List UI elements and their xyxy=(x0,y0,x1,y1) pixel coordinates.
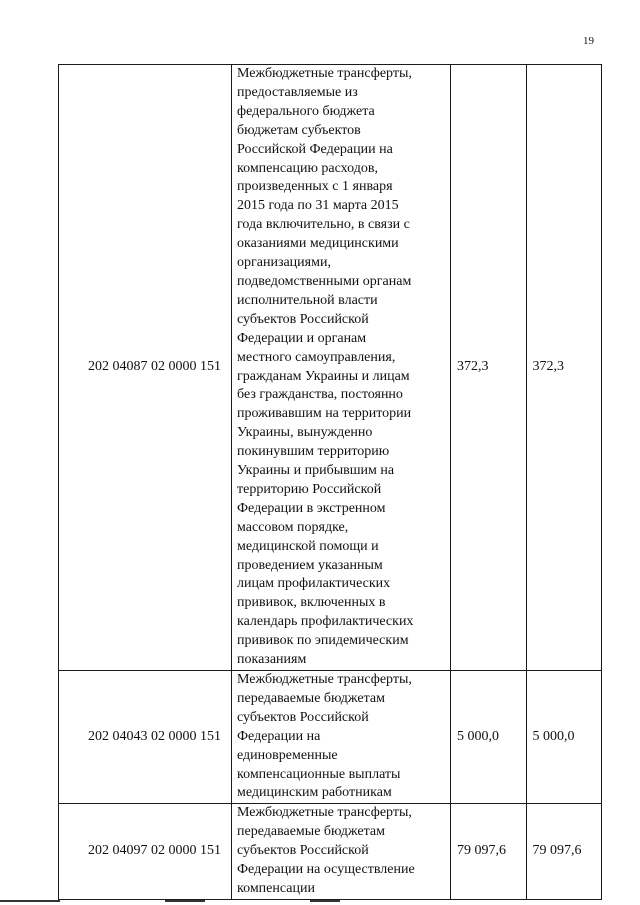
description-line: лицам профилактических xyxy=(237,576,391,592)
description-line: Украины и прибывшим на xyxy=(237,463,395,479)
description-line: показаниям xyxy=(237,652,307,668)
amount-cell-2: 5 000,0 xyxy=(526,671,602,804)
description-line: субъектов Российской xyxy=(237,311,369,327)
description-cell xyxy=(232,671,451,804)
description-line: прививок по эпидемическим xyxy=(237,633,409,649)
description-line: территорию Российской xyxy=(237,481,382,497)
description-line: гражданам Украины и лицам xyxy=(237,368,410,384)
table-row xyxy=(59,671,602,804)
description-line: федерального бюджета xyxy=(237,103,375,119)
description-line: Федерации на осуществление xyxy=(237,862,415,878)
description-line: организациями, xyxy=(237,255,331,271)
description-line: массовом порядке, xyxy=(237,519,349,535)
description-line: местного самоуправления, xyxy=(237,349,396,365)
budget-code-cell: 202 04097 02 0000 151 xyxy=(59,804,232,900)
table-row xyxy=(59,65,602,671)
page-number: 19 xyxy=(583,35,594,47)
description-line: оказаниями медицинскими xyxy=(237,236,399,252)
budget-code-cell: 202 04087 02 0000 151 xyxy=(59,65,232,671)
description-line: года включительно, в связи с xyxy=(237,217,410,233)
description-line: Межбюджетные трансферты, xyxy=(237,672,412,687)
scan-edge-mark xyxy=(165,900,205,902)
description-cell xyxy=(232,804,451,900)
description-line: Федерации в экстренном xyxy=(237,500,386,516)
description-line: Российской Федерации на xyxy=(237,141,393,157)
description-line: покинувшим территорию xyxy=(237,444,390,460)
scan-edge-mark xyxy=(0,900,60,902)
amount-cell-2: 79 097,6 xyxy=(526,804,602,900)
description-line: передаваемые бюджетам xyxy=(237,690,385,706)
description-line: 2015 года по 31 марта 2015 xyxy=(237,198,399,214)
description-line: Федерации на xyxy=(237,728,321,744)
description-line: субъектов Российской xyxy=(237,709,369,725)
description-line: исполнительной власти xyxy=(237,292,378,308)
amount-cell-1: 5 000,0 xyxy=(451,671,527,804)
scan-edge-mark xyxy=(310,900,340,902)
description-line: передаваемые бюджетам xyxy=(237,824,385,840)
description-line: Межбюджетные трансферты, xyxy=(237,66,412,81)
description-line: произведенных с 1 января xyxy=(237,179,393,195)
description-line: предоставляемые из xyxy=(237,84,358,100)
description-line: единовременные xyxy=(237,747,338,763)
amount-cell-2: 372,3 xyxy=(526,65,602,671)
description-line: медицинским работникам xyxy=(237,785,392,801)
description-line: компенсационные выплаты xyxy=(237,766,401,782)
description-line: медицинской помощи и xyxy=(237,538,379,554)
budget-code-cell: 202 04043 02 0000 151 xyxy=(59,671,232,804)
description-line: прививок, включенных в xyxy=(237,595,386,611)
amount-cell-1: 372,3 xyxy=(451,65,527,671)
amount-cell-1: 79 097,6 xyxy=(451,804,527,900)
description-line: подведомственными органам xyxy=(237,273,412,289)
table-row xyxy=(59,804,602,900)
description-line: без гражданства, постоянно xyxy=(237,387,403,403)
description-line: компенсацию расходов, xyxy=(237,160,378,176)
description-line: Межбюджетные трансферты, xyxy=(237,805,412,821)
description-cell xyxy=(232,65,451,671)
description-line: календарь профилактических xyxy=(237,614,414,630)
description-line: проживавшим на территории xyxy=(237,406,412,422)
description-line: проведением указанным xyxy=(237,557,383,573)
description-line: бюджетам субъектов xyxy=(237,122,361,138)
description-line: субъектов Российской xyxy=(237,843,369,859)
description-line: Украины, вынужденно xyxy=(237,425,373,441)
budget-transfers-table xyxy=(58,64,602,900)
description-line: Федерации и органам xyxy=(237,330,367,346)
description-line: компенсации xyxy=(237,880,315,896)
